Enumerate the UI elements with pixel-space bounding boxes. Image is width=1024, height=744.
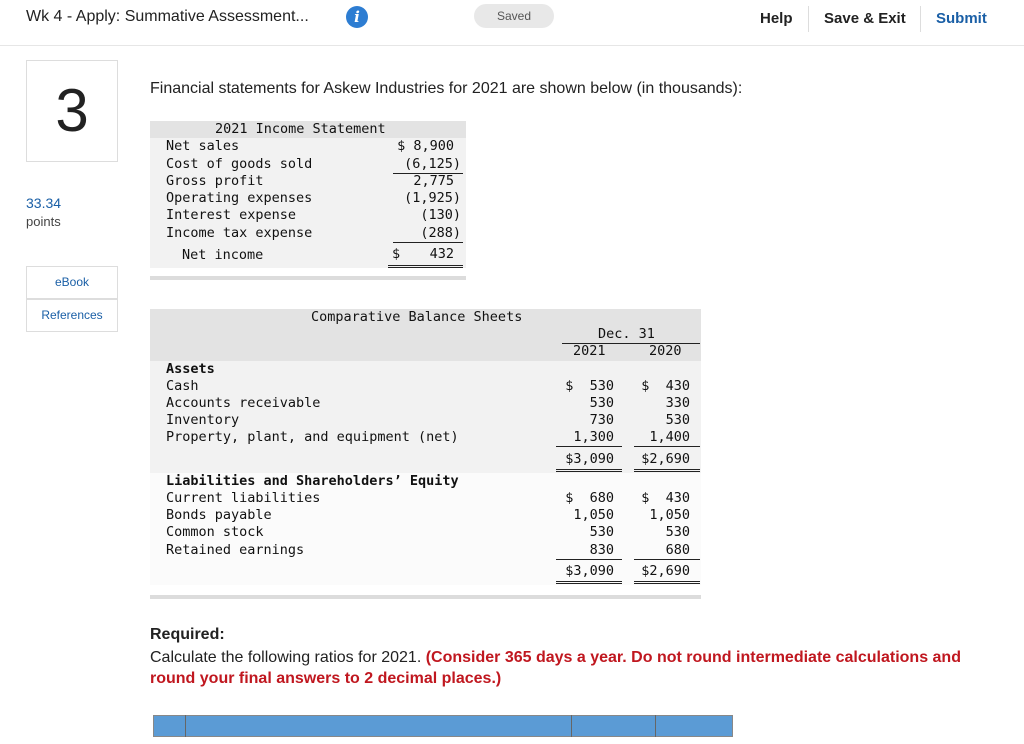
double-underline: [634, 471, 700, 472]
assignment-title: Wk 4 - Apply: Summative Assessment...: [26, 8, 309, 25]
liability-value-2020: $ 430: [641, 490, 690, 506]
liability-value-2021: $ 680: [565, 490, 614, 506]
asset-value-2021: 730: [589, 412, 614, 428]
liability-label: Current liabilities: [166, 490, 321, 506]
underline: [393, 242, 463, 243]
income-row-label: Income tax expense: [166, 225, 313, 241]
double-underline: [556, 471, 622, 472]
liability-label: Retained earnings: [166, 542, 305, 558]
save-exit-link[interactable]: Save & Exit: [824, 10, 906, 27]
nav-divider: [920, 6, 921, 32]
income-row-value: 2,775: [413, 173, 454, 189]
underline: [634, 446, 700, 447]
income-row-label: Gross profit: [166, 173, 264, 189]
underline: [556, 559, 622, 560]
liability-label: Bonds payable: [166, 507, 272, 523]
help-link[interactable]: Help: [760, 10, 793, 27]
income-row-value: (6,125): [404, 156, 461, 172]
info-icon[interactable]: i: [346, 6, 368, 28]
liabilities-heading: Liabilities and Shareholders’ Equity: [166, 473, 459, 489]
underline: [634, 559, 700, 560]
liability-value-2020: 1,050: [649, 507, 690, 523]
asset-value-2020: $ 430: [641, 378, 690, 394]
asset-value-2020: 1,400: [649, 429, 690, 445]
references-button[interactable]: References: [26, 299, 118, 332]
ebook-button[interactable]: eBook: [26, 266, 118, 299]
grid-separator: [655, 715, 656, 737]
top-bar-divider: [0, 45, 1024, 46]
total-assets-2020: $2,690: [641, 451, 690, 467]
double-underline: [634, 583, 700, 584]
asset-value-2021: 530: [589, 395, 614, 411]
income-bottom-rule: [150, 276, 466, 280]
asset-label: Accounts receivable: [166, 395, 321, 411]
income-title: 2021 Income Statement: [215, 121, 386, 137]
income-row-value: (130): [420, 207, 461, 223]
year-2021-header: 2021: [573, 343, 606, 359]
double-underline: [556, 583, 622, 584]
income-row-label: Cost of goods sold: [166, 156, 313, 172]
asset-value-2020: 330: [665, 395, 690, 411]
asset-value-2021: 1,300: [573, 429, 614, 445]
required-heading: Required:: [150, 626, 225, 643]
asset-label: Inventory: [166, 412, 240, 428]
dec-31-header: Dec. 31: [598, 326, 655, 342]
answer-table-header: [153, 715, 733, 737]
liability-label: Common stock: [166, 524, 264, 540]
double-underline: [634, 469, 700, 470]
income-row-label: Interest expense: [166, 207, 297, 223]
liability-value-2020: 530: [665, 524, 690, 540]
nav-divider: [808, 6, 809, 32]
required-note: (Consider 365 days a year. Do not round intermediate calculations and round your final answers to 2 decimal places.): [150, 649, 961, 687]
grid-separator: [185, 715, 186, 737]
liability-value-2021: 1,050: [573, 507, 614, 523]
saved-status: Saved: [474, 4, 554, 28]
points-label: points: [26, 214, 61, 229]
double-underline: [556, 469, 622, 470]
double-underline: [388, 267, 463, 268]
income-row-label: Operating expenses: [166, 190, 313, 206]
grid-separator: [571, 715, 572, 737]
double-underline: [634, 581, 700, 582]
assets-heading: Assets: [166, 361, 215, 377]
year-2020-header: 2020: [649, 343, 682, 359]
liability-value-2021: 830: [589, 542, 614, 558]
net-income-label: Net income: [182, 247, 264, 263]
total-liabilities-2020: $2,690: [641, 563, 690, 579]
total-liabilities-2021: $3,090: [565, 563, 614, 579]
asset-value-2020: 530: [665, 412, 690, 428]
asset-label: Property, plant, and equipment (net): [166, 429, 459, 445]
net-income-dollar: $: [392, 246, 401, 262]
required-instructions: [150, 647, 1010, 689]
question-prompt: Financial statements for Askew Industries for 2021 are shown below (in thousands):: [150, 80, 743, 97]
points-value: 33.34: [26, 195, 62, 211]
submit-link[interactable]: Submit: [936, 10, 987, 27]
double-underline: [388, 265, 463, 266]
asset-label: Cash: [166, 378, 199, 394]
total-assets-2021: $3,090: [565, 451, 614, 467]
balance-bottom-rule: [150, 595, 701, 599]
income-row-value: $ 8,900: [397, 138, 454, 154]
income-row-value: (288): [420, 225, 461, 241]
double-underline: [556, 581, 622, 582]
net-income-value: 432: [429, 246, 454, 262]
underline: [556, 446, 622, 447]
question-number: 3: [26, 60, 118, 162]
required-text: Calculate the following ratios for 2021.: [150, 649, 422, 666]
income-row-value: (1,925): [404, 190, 461, 206]
asset-value-2021: $ 530: [565, 378, 614, 394]
balance-title: Comparative Balance Sheets: [311, 309, 523, 325]
liability-value-2020: 680: [665, 542, 690, 558]
liability-value-2021: 530: [589, 524, 614, 540]
income-row-label: Net sales: [166, 138, 240, 154]
